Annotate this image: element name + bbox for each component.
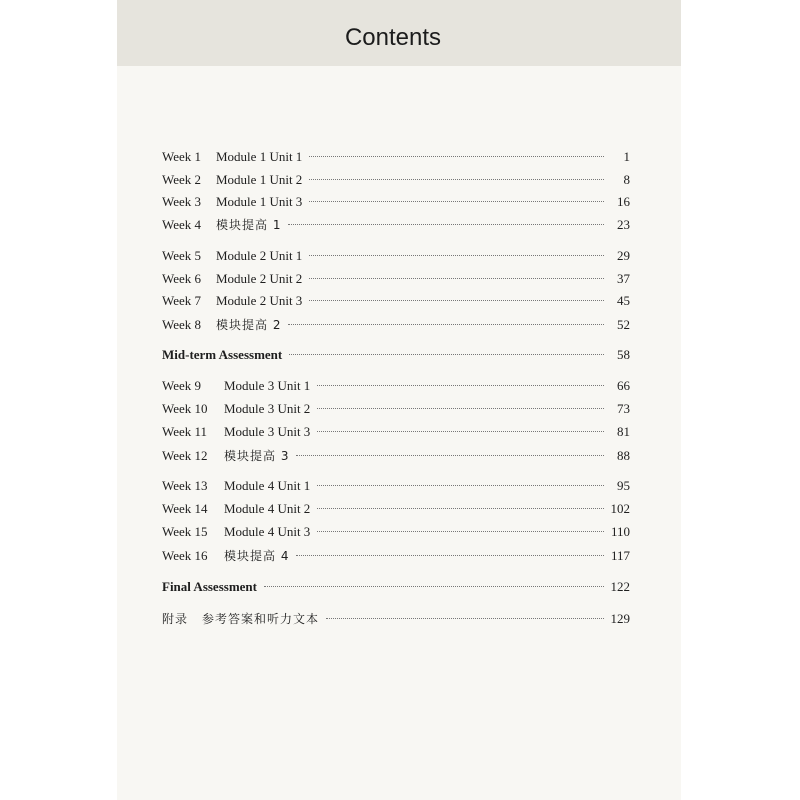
toc-entry-final[interactable] <box>162 579 630 599</box>
week-label: Week 13 <box>162 478 208 493</box>
page-number: 95 <box>617 478 630 493</box>
final-label: Final Assessment <box>162 579 257 594</box>
dot-leader <box>289 354 604 355</box>
week-label: Week 2 <box>162 172 202 187</box>
midterm-label: Mid-term Assessment <box>162 347 283 362</box>
page-number: 73 <box>617 401 630 416</box>
toc-entry-week-16[interactable] <box>162 547 630 567</box>
week-label: Week 10 <box>162 401 208 416</box>
page-number: 81 <box>617 424 630 439</box>
page-number: 29 <box>617 248 630 263</box>
toc-entry-week-15[interactable] <box>162 524 630 544</box>
unit-title: Module 2 Unit 1 <box>216 248 303 263</box>
dot-leader <box>317 485 604 486</box>
toc-entry-week-12[interactable] <box>162 447 630 467</box>
dot-leader <box>309 278 604 279</box>
unit-title: 模块提高 3 <box>224 449 290 463</box>
page-number: 58 <box>617 347 630 362</box>
unit-title: Module 2 Unit 2 <box>216 271 303 286</box>
dot-leader <box>317 408 604 409</box>
unit-title: Module 3 Unit 2 <box>224 401 311 416</box>
dot-leader <box>317 508 604 509</box>
week-label: Week 6 <box>162 271 202 286</box>
toc-entry-week-9[interactable] <box>162 378 630 398</box>
toc-entry-week-5[interactable] <box>162 248 630 268</box>
dot-leader <box>317 385 604 386</box>
unit-title: 模块提高 2 <box>216 318 282 332</box>
page-number: 102 <box>610 501 630 516</box>
unit-title: Module 4 Unit 3 <box>224 524 311 539</box>
dot-leader <box>317 531 604 532</box>
unit-title: Module 4 Unit 2 <box>224 501 311 516</box>
dot-leader <box>309 179 604 180</box>
week-label: Week 1 <box>162 149 202 164</box>
week-label: Week 9 <box>162 378 202 393</box>
page-number: 8 <box>623 172 630 187</box>
dot-leader <box>309 255 604 256</box>
dot-leader <box>309 201 604 202</box>
dot-leader <box>309 300 604 301</box>
unit-title: Module 3 Unit 1 <box>224 378 311 393</box>
page-number: 37 <box>617 271 630 286</box>
toc-entry-week-13[interactable] <box>162 478 630 498</box>
week-label: Week 14 <box>162 501 208 516</box>
unit-title: Module 1 Unit 3 <box>216 194 303 209</box>
page-number: 52 <box>617 317 630 332</box>
dot-leader <box>309 156 604 157</box>
toc-entry-week-10[interactable] <box>162 401 630 421</box>
dot-leader <box>326 618 604 619</box>
week-label: Week 11 <box>162 424 208 439</box>
week-label: Week 7 <box>162 293 202 308</box>
dot-leader <box>288 224 604 225</box>
page-number: 88 <box>617 448 630 463</box>
dot-leader <box>296 455 604 456</box>
unit-title: 模块提高 1 <box>216 218 282 232</box>
page-title: Contents <box>344 24 442 51</box>
unit-title: Module 3 Unit 3 <box>224 424 311 439</box>
dot-leader <box>296 555 604 556</box>
toc-entry-week-2[interactable] <box>162 172 630 192</box>
table-of-contents <box>162 0 630 800</box>
book-page <box>117 0 681 800</box>
page-number: 66 <box>617 378 630 393</box>
week-label: Week 16 <box>162 548 208 563</box>
appendix-label: 附录 <box>162 612 189 626</box>
toc-entry-week-14[interactable] <box>162 501 630 521</box>
page-number: 129 <box>610 611 630 626</box>
page-number: 122 <box>610 579 630 594</box>
dot-leader <box>288 324 604 325</box>
unit-title: Module 1 Unit 1 <box>216 149 303 164</box>
toc-entry-week-3[interactable] <box>162 194 630 214</box>
toc-entry-week-8[interactable] <box>162 316 630 336</box>
week-label: Week 3 <box>162 194 202 209</box>
page-number: 23 <box>617 217 630 232</box>
toc-entry-week-7[interactable] <box>162 293 630 313</box>
week-label: Week 8 <box>162 317 202 332</box>
week-label: Week 15 <box>162 524 208 539</box>
toc-entry-week-6[interactable] <box>162 271 630 291</box>
page-number: 117 <box>610 548 630 563</box>
toc-entry-week-4[interactable] <box>162 216 630 236</box>
toc-entry-appendix[interactable] <box>162 610 630 630</box>
toc-entry-midterm[interactable] <box>162 347 630 367</box>
page-number: 45 <box>617 293 630 308</box>
page-number: 110 <box>610 524 630 539</box>
unit-title: Module 1 Unit 2 <box>216 172 303 187</box>
dot-leader <box>264 586 604 587</box>
toc-entry-week-11[interactable] <box>162 424 630 444</box>
unit-title: 模块提高 4 <box>224 549 290 563</box>
dot-leader <box>317 431 604 432</box>
appendix-title: 参考答案和听力文本 <box>202 612 320 626</box>
page-number: 16 <box>617 194 630 209</box>
unit-title: Module 2 Unit 3 <box>216 293 303 308</box>
week-label: Week 5 <box>162 248 202 263</box>
unit-title: Module 4 Unit 1 <box>224 478 311 493</box>
page-number: 1 <box>623 149 630 164</box>
toc-entry-week-1[interactable] <box>162 149 630 169</box>
week-label: Week 4 <box>162 217 202 232</box>
week-label: Week 12 <box>162 448 208 463</box>
